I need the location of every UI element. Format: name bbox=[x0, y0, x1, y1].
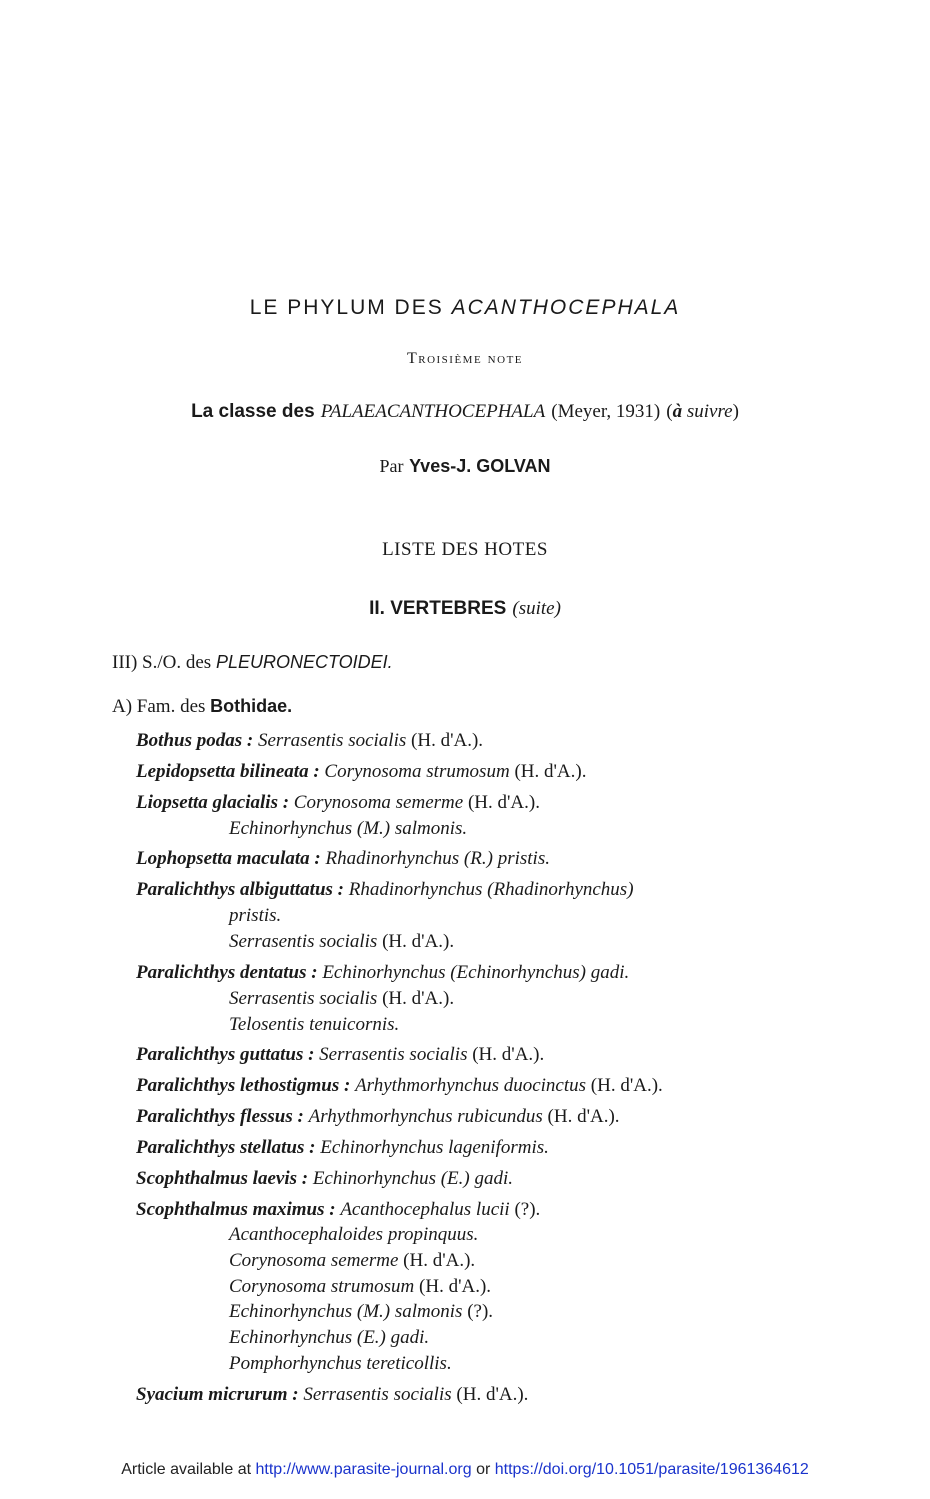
parasite-name: Pomphorhynchus tereticollis. bbox=[229, 1353, 452, 1374]
host-name: Scophthalmus maximus : bbox=[136, 1199, 336, 1220]
host-entry bbox=[136, 1106, 620, 1128]
classe-heading bbox=[0, 400, 930, 423]
parasite-author: (H. d'A.). bbox=[382, 988, 455, 1009]
parasite-name: Echinorhynchus (E.) gadi. bbox=[312, 1168, 513, 1189]
host-name: Paralichthys albiguttatus : bbox=[136, 879, 344, 900]
classe-suffix-open: ( bbox=[666, 401, 673, 422]
suborder-name: PLEURONECTOIDEI. bbox=[215, 652, 393, 672]
section-heading-liste: LISTE DES HOTES bbox=[382, 539, 548, 560]
author-line bbox=[0, 456, 930, 477]
parasite-continuation bbox=[229, 1224, 478, 1246]
suborder-prefix: III) S./O. des bbox=[112, 652, 212, 673]
host-entry bbox=[136, 1168, 513, 1190]
parasite-name: Telosentis tenuicornis. bbox=[229, 1014, 400, 1035]
classe-taxon: PALAEACANTHOCEPHALA bbox=[320, 401, 546, 422]
parasite-name: Serrasentis socialis bbox=[257, 730, 407, 751]
parasite-name: Serrasentis socialis bbox=[303, 1384, 452, 1405]
classe-ref: (Meyer, 1931) bbox=[551, 401, 661, 422]
host-name: Lepidopsetta bilineata : bbox=[136, 761, 320, 782]
journal-link[interactable]: http://www.parasite-journal.org bbox=[255, 1461, 472, 1478]
host-entry bbox=[136, 879, 634, 901]
parasite-continuation bbox=[229, 1276, 491, 1298]
parasite-name: Serrasentis socialis bbox=[229, 988, 378, 1009]
parasite-author: (H. d'A.). bbox=[411, 730, 484, 751]
parasite-continuation bbox=[229, 931, 454, 953]
parasite-continuation bbox=[229, 1327, 429, 1349]
parasite-name: Acanthocephalus lucii bbox=[340, 1199, 510, 1220]
section-heading-vertebres bbox=[0, 597, 930, 620]
parasite-name: Rhadinorhynchus (Rhadinorhynchus) bbox=[348, 879, 634, 900]
parasite-author: (H. d'A.). bbox=[472, 1044, 545, 1065]
author-name: Yves-J. GOLVAN bbox=[409, 456, 551, 476]
classe-suffix-close: ) bbox=[732, 401, 739, 422]
vertebres-suite: (suite) bbox=[512, 598, 561, 619]
host-entry bbox=[136, 1044, 544, 1066]
host-name: Syacium micrurum : bbox=[136, 1384, 299, 1405]
host-name: Paralichthys guttatus : bbox=[136, 1044, 315, 1065]
parasite-continuation bbox=[229, 988, 454, 1010]
author-prefix: Par bbox=[379, 456, 404, 476]
host-name: Paralichthys dentatus : bbox=[136, 962, 318, 983]
host-entry bbox=[136, 792, 540, 814]
parasite-name: pristis. bbox=[229, 905, 282, 926]
parasite-author: (H. d'A.). bbox=[419, 1276, 492, 1297]
parasite-name: Corynosoma strumosum bbox=[229, 1276, 415, 1297]
article-title bbox=[0, 296, 930, 320]
parasite-name: Arhythmorhynchus duocinctus bbox=[355, 1075, 587, 1096]
doi-link[interactable]: https://doi.org/10.1051/parasite/1961364612 bbox=[494, 1461, 809, 1478]
host-name: Bothus podas : bbox=[136, 730, 254, 751]
classe-suffix-suivre: suivre bbox=[686, 401, 733, 422]
family-prefix: A) Fam. des bbox=[112, 696, 206, 717]
footer-or: or bbox=[476, 1461, 491, 1478]
family-line bbox=[112, 696, 292, 718]
parasite-name: Echinorhynchus (E.) gadi. bbox=[229, 1327, 430, 1348]
parasite-name: Echinorhynchus (Echinorhynchus) gadi. bbox=[322, 962, 630, 983]
parasite-author: (H. d'A.). bbox=[590, 1075, 663, 1096]
host-entry bbox=[136, 730, 483, 752]
parasite-author: (?). bbox=[467, 1301, 494, 1322]
host-entry bbox=[136, 761, 586, 783]
parasite-author: (H. d'A.). bbox=[403, 1250, 476, 1271]
host-name: Paralichthys flessus : bbox=[136, 1106, 304, 1127]
parasite-author: (?). bbox=[514, 1199, 541, 1220]
footer-prefix: Article available at bbox=[121, 1461, 252, 1478]
host-entry bbox=[136, 1384, 528, 1406]
parasite-name: Rhadinorhynchus (R.) pristis. bbox=[325, 848, 550, 869]
host-name: Paralichthys lethostigmus : bbox=[136, 1075, 351, 1096]
parasite-continuation bbox=[229, 1250, 475, 1272]
title-taxon: ACANTHOCEPHALA bbox=[451, 296, 681, 319]
parasite-author: (H. d'A.). bbox=[547, 1106, 620, 1127]
parasite-author: (H. d'A.). bbox=[382, 931, 455, 952]
parasite-name: Arhythmorhynchus rubicundus bbox=[308, 1106, 543, 1127]
suborder-line bbox=[112, 652, 393, 674]
parasite-name: Serrasentis socialis bbox=[319, 1044, 468, 1065]
family-name: Bothidae. bbox=[210, 696, 293, 716]
host-name: Paralichthys stellatus : bbox=[136, 1137, 316, 1158]
parasite-name: Echinorhynchus lageniformis. bbox=[320, 1137, 549, 1158]
host-name: Lophopsetta maculata : bbox=[136, 848, 321, 869]
host-entry bbox=[136, 1137, 549, 1159]
parasite-name: Serrasentis socialis bbox=[229, 931, 378, 952]
parasite-continuation bbox=[229, 818, 467, 840]
parasite-name: Acanthocephaloides propinquus. bbox=[229, 1224, 479, 1245]
host-entry bbox=[136, 848, 550, 870]
classe-suffix-a: à bbox=[672, 401, 683, 422]
parasite-continuation bbox=[229, 905, 281, 927]
footer bbox=[0, 1461, 930, 1479]
parasite-author: (H. d'A.). bbox=[467, 792, 540, 813]
article-subtitle: Troisième note bbox=[406, 350, 524, 367]
host-name: Scophthalmus laevis : bbox=[136, 1168, 309, 1189]
host-name: Liopsetta glacialis : bbox=[136, 792, 290, 813]
parasite-continuation bbox=[229, 1353, 452, 1375]
parasite-name: Corynosoma semerme bbox=[229, 1250, 399, 1271]
parasite-name: Corynosoma semerme bbox=[293, 792, 464, 813]
parasite-continuation bbox=[229, 1014, 399, 1036]
parasite-continuation bbox=[229, 1301, 493, 1323]
parasite-name: Echinorhynchus (M.) salmonis bbox=[229, 1301, 463, 1322]
classe-suffix bbox=[666, 401, 739, 422]
title-prefix: LE PHYLUM DES bbox=[249, 296, 444, 319]
parasite-author: (H. d'A.). bbox=[514, 761, 587, 782]
parasite-name: Echinorhynchus (M.) salmonis. bbox=[229, 818, 468, 839]
parasite-author: (H. d'A.). bbox=[456, 1384, 529, 1405]
host-entry bbox=[136, 1075, 663, 1097]
host-entry bbox=[136, 1199, 540, 1221]
classe-prefix: La classe des bbox=[191, 401, 315, 422]
parasite-name: Corynosoma strumosum bbox=[324, 761, 510, 782]
host-entry bbox=[136, 962, 629, 984]
vertebres-label: II. VERTEBRES bbox=[369, 598, 507, 619]
